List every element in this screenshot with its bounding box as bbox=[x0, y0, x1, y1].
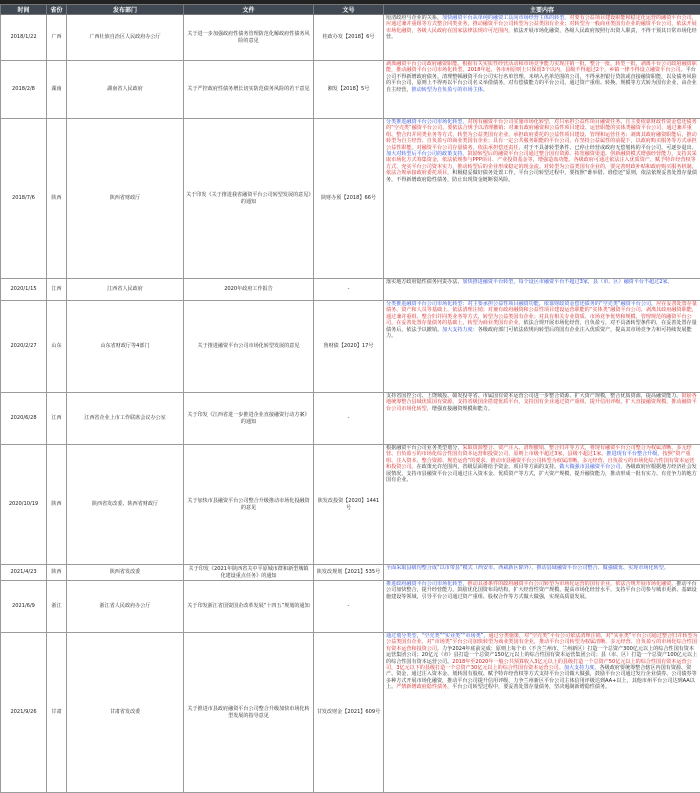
content-cell bbox=[384, 445, 700, 565]
file-cell: 关于加快市县融资平台公司整合升级推动市场化投融资的意见 bbox=[184, 445, 314, 565]
content-segment: 力争2024年底前完成：原则上每个市（不含兰州市、兰州新区）打造一个总资产300亿元以上的综合性国有资本运营集团公司；20亿元（市）县打造一个总资产150亿元以上的综合性国有资本运营集团公司；县（市、区）打造一个总资产100亿元以上的综合性国有资本运营公司。 bbox=[386, 646, 697, 665]
content-segment: 采取资源整合、资产注入、清理撤销、整合归并等方式，将现有融资平台公司整合为权属清晰、多元经营、自负盈亏的市场化综合性国有资本运营和投资公司，原则上市级不超过3家，县级不超过1家。 bbox=[386, 445, 692, 457]
content-segment: 支持省国控公司、上饶城投、赣发投等省、市属国有资本运营公司进一步整合资源、扩大资产规模，整合优质资源，提高融资能力。 bbox=[386, 393, 681, 399]
file-cell: 关于进一步加强政府性债务管理防范化解政府性债务风险的意见 bbox=[184, 15, 314, 61]
dept-cell: 陕西省财政厅 bbox=[67, 119, 184, 279]
content-segment: 对现有融资平台公司实施市场化转型，对只承担公益性项目融资任务、且主要依靠财政性资金偿还债务的“空壳类”融资平台公司，要依法合规予以清理撤销；对兼有政府融资和公益性项目建设、运营职能的实体类融资平台公司，通过兼并重组、整合归并同类业务等方式，转型为公益类国有企业，承担政府委托的公益性项目建设、管理和运营任务；剥离其政府融资职能后，推动转型为自主经营、自负盈亏的商业类国有企业；具有一定公共服务职能的平台公司，在坚持公益属性的前提下，以政府购买服务等方式承担公益性职能。对融资平台公司存量债务，依法承担偿还责任， bbox=[386, 119, 697, 151]
file-cell: 关于印发浙江省国资国企改革发展“十四五”规划的通知 bbox=[184, 581, 314, 633]
doc-no-cell: 陕财办预【2018】66号 bbox=[314, 119, 384, 279]
header-dept: 发布部门 bbox=[67, 5, 184, 15]
content-cell bbox=[384, 581, 700, 633]
content-cell bbox=[384, 565, 700, 581]
table-row bbox=[1, 279, 700, 301]
table-row bbox=[1, 565, 700, 581]
dept-cell: 甘肃省发改委 bbox=[67, 633, 184, 793]
file-cell: 关于推进市县政府融资平台公司整合升级加快市场化转型发展的指导意见 bbox=[184, 633, 314, 793]
table-row bbox=[1, 393, 700, 445]
date-cell: 2020/2/27 bbox=[1, 301, 47, 393]
doc-no-cell: - bbox=[314, 581, 384, 633]
content-segment: 推动具备条件的政府融资平台公司转型为市场化运营的国有企业，依法合规开展市场化融资。 bbox=[468, 581, 677, 587]
province-cell: 浙江 bbox=[47, 581, 67, 633]
content-segment: 各级政府应根据地方经济社会发展情况，支持市县融资平台公司通过注入资本金、优质资产等方式，扩大资产规模，提升融资能力，推动形成一批有实力、有竞争力的地方国有企业。 bbox=[386, 464, 697, 483]
table-header-row bbox=[1, 5, 700, 15]
header-content: 主要内容 bbox=[384, 5, 700, 15]
table-row bbox=[1, 445, 700, 565]
header-file: 文件 bbox=[184, 5, 314, 15]
content-cell bbox=[384, 393, 700, 445]
doc-no-cell: 鲁财债【2020】17号 bbox=[314, 301, 384, 393]
date-cell: 2018/2/8 bbox=[1, 61, 47, 119]
province-cell: 广西 bbox=[47, 15, 67, 61]
dept-cell: 江西省人民政府 bbox=[67, 279, 184, 301]
content-segment: 加大支持力度： bbox=[442, 327, 478, 333]
content-segment: 加快推进融资平台转型，每个设区市融资平台不超过3家，县（市、区）融资平台不超过2家。 bbox=[462, 279, 672, 285]
content-segment: 加大支持力度， bbox=[564, 665, 600, 671]
content-segment: 分类推进融资平台公司市场化转型， bbox=[386, 119, 468, 125]
doc-no-cell: 桂政办发【2018】6号 bbox=[314, 15, 384, 61]
content-segment: 严禁新增政府隐性债务， bbox=[396, 684, 452, 690]
content-segment: 对于不具备转型条件、已停止经营或政府无偿划转的平台公司，可逐步退出。 bbox=[524, 145, 697, 151]
content-segment: 推动转型为自负盈亏的市场主体。 bbox=[411, 87, 487, 93]
content-segment: 推进政府融资平台公司市场化转型， bbox=[386, 581, 468, 587]
dept-cell: 江西省企业上市工作联席会议办公室 bbox=[67, 393, 184, 445]
province-cell: 江西 bbox=[47, 279, 67, 301]
table-row bbox=[1, 301, 700, 393]
policy-table bbox=[0, 4, 700, 793]
date-cell: 2020/6/28 bbox=[1, 393, 47, 445]
content-segment: 落实地方政府隐性债务问责办法， bbox=[386, 279, 462, 285]
table-row bbox=[1, 15, 700, 61]
province-cell: 甘肃 bbox=[47, 633, 67, 793]
content-cell bbox=[384, 279, 700, 301]
content-segment: 做大做强市县融资平台公司， bbox=[559, 464, 625, 470]
date-cell: 2018/7/6 bbox=[1, 119, 47, 279]
doc-no-cell: 陕发改投资【2020】1441号 bbox=[314, 445, 384, 565]
content-segment: 平台公司转型过程中，要妥善处置存量债务，坚决遏制新增隐性债务。 bbox=[452, 684, 610, 690]
content-segment: 推进现有平台整合升级， bbox=[606, 451, 662, 457]
content-segment: 应在妥善处置存量债务、资产和人员等基础上，依法清理注销；对兼有政府融资和公益性项目建设运营职能的“实体类”融资平台公司，剥离其政府融资职能，通过兼并重组、整合归并同类业务等方式，转型为公益类国有企业；对具有相关专业资质、市场竞争优势和规模、管理规范的融资平台公司，在妥善处置存量债务的基础上，转型为商业类国有企业， bbox=[386, 301, 697, 326]
header-date: 时间 bbox=[1, 5, 47, 15]
dept-cell: 浙江省人民政府办公厅 bbox=[67, 581, 184, 633]
province-cell: 江西 bbox=[47, 393, 67, 445]
province-cell: 湖南 bbox=[47, 61, 67, 119]
file-cell: 2020年政府工作报告 bbox=[184, 279, 314, 301]
file-cell: 关于严控政府性债务增长切实防范债务风险的若干意见 bbox=[184, 61, 314, 119]
province-cell: 陕西 bbox=[47, 119, 67, 279]
table-body bbox=[1, 15, 700, 793]
content-segment: 厘清政府与企业的关系， bbox=[386, 15, 442, 21]
content-segment: 推动平台公司加快整合，提升经营能力，鼓励优化国资布局结构，扩大经营性资产规模，提高市场化经营水平，支持平台公司参与城市更新、基础设施建设等领域，引导平台公司通过资产重组、股权合作等方式做大做强，实现高质量发展。 bbox=[386, 581, 697, 600]
content-segment: 对要有公益项目建设职能和稳定化运营的融资平台公司，应通过兼并重组等方式整合同类业务，推动融资平台公司转型为公益类国有企业；对转型为一般商业类国有企业的融资平台公司，依法开展市场化融资，各级人民政府在国家法律法规许可范围内， bbox=[386, 15, 697, 34]
dept-cell: 山东省财政厅等4部门 bbox=[67, 301, 184, 393]
content-segment: 鼓励各地统筹整合县域优质国有资源，支持省级国企搭建优质平台，支持国有企业通过资产重组、提升信用评级，扩大直接融资规模，推动融资平台公司市场化转型， bbox=[386, 393, 697, 412]
content-segment: 各级政府部门可依法依规向转型后的国有企业注入优质资产，提高其市场竞争力和可持续发展能力。 bbox=[386, 327, 692, 339]
content-segment: 剥离融资平台公司政府融资职能。根据有关实质性经营活动和市场竞争能力实现注销一批，整合一批，转型一批，剥离平台公司政府融资职能，推动融资平台公司市场化转型。2018年起，各市州原则上只保留3个以内，县级不得超过2个，乡镇一律不得设立融资平台公司。 bbox=[386, 61, 697, 73]
file-cell: 关于印发《2021年陕西省关中平原城市群和新型城镇化建设重点任务》的通知 bbox=[184, 565, 314, 581]
province-cell: 陕西 bbox=[47, 445, 67, 565]
content-segment: 各级政府要统筹整合辖区内国有资源、资产、资金，通过注入资本金、划转国有股权、赋予特许经营权等方式支持平台公司做大做强，鼓励平台公司通过发行企业债券、公司债券等多种方式开展市场化融资，推动平台公司提升信用评级，力争兰州新区平台公司主体信用评级达到AA+以上，其他市州平台公司达到AA以上。 bbox=[386, 665, 697, 690]
doc-no-cell: - bbox=[314, 393, 384, 445]
dept-cell: 广西壮族自治区人民政府办公厅 bbox=[67, 15, 184, 61]
file-cell: 关于推进融资平台公司市场化转型发展的意见 bbox=[184, 301, 314, 393]
table-row bbox=[1, 581, 700, 633]
date-cell: 2020/1/15 bbox=[1, 279, 47, 301]
header-doc-no: 文号 bbox=[314, 5, 384, 15]
content-cell bbox=[384, 119, 700, 279]
header-province: 省份 bbox=[47, 5, 67, 15]
date-cell: 2020/10/19 bbox=[1, 445, 47, 565]
content-segment: 2018年至2020年一般公共预算收入3亿元以上的县级打造一个总资产50亿元以上的综合性国有资本运营公司，3亿元以下的县级打造一个总资产30亿元以上的综合性国有资本运营公司。 bbox=[386, 659, 692, 671]
content-cell bbox=[384, 301, 700, 393]
content-cell bbox=[384, 15, 700, 61]
content-segment: 在政策允许范围内，省级层面将给予资金、项目等方面的支持。 bbox=[417, 464, 560, 470]
date-cell: 2021/9/26 bbox=[1, 633, 47, 793]
content-segment: 加快融资平台从单纯的融资工具向市场经营主体的转型。 bbox=[442, 15, 569, 21]
table-row bbox=[1, 119, 700, 279]
doc-no-cell: 陕发改规划【2021】535号 bbox=[314, 565, 384, 581]
content-segment: 积极稳妥做好债务处置工作，平台公司转型过程中，要按照“谁举借、谁偿还”原则，依法依规妥善处置存量债务，不得新增政府隐性债务，防止出现资金链断裂风险。 bbox=[386, 170, 697, 182]
file-cell: 关于印发《江西省进一步推进企业直接融资行动方案》的通知 bbox=[184, 393, 314, 445]
content-cell bbox=[384, 633, 700, 793]
content-segment: 依法合规开展市场化经营，自负盈亏，对不具备转型条件的，在妥善处置存量债务后，依法予以撤销。 bbox=[386, 320, 697, 332]
doc-no-cell: 甘发改财金【2021】609号 bbox=[314, 633, 384, 793]
content-segment: 全面采取县级均整合成“以市带县”模式（西安市、西咸新区除外），推动县域融资平台公司整合、做强做优、实现市场化转型。 bbox=[386, 565, 669, 571]
content-segment: 鼓励转型后的融资平台公司通过整合国有资源、拓宽融资渠道、创新融资模式增强经营能力，支持其采取市场化方式筹集资金，依法依规参与PPP项目、产业投资基金等，增强造血功能。各级政府可通过依法注入优质资产、赋予特许经营权等方式，充实平台公司资本实力，推动转型后的企业形成稳定的现金流。对转型为公益类国有企业的，要完善财政补贴和政府购买服务机制，依法合规承接政府委托项目。 bbox=[386, 151, 697, 176]
content-segment: 根据融资平台公司业务类型划分， bbox=[386, 445, 462, 451]
file-cell: 关于印发《关于推进我省融资平台公司转型发展的意见》的通知 bbox=[184, 119, 314, 279]
content-segment: 按照“资产重组、注入资本、整合资源、规范运营”的要求，推动市县融资平台公司转型为权属清晰、多元经营、自负盈亏的市场化综合性国有资本运营和投资公司。 bbox=[386, 451, 694, 470]
content-segment: 分类推进融资平台公司市场化转型：对主要承担公益性项目融资功能，依靠财政资金偿还债务的“空壳类”融资平台公司， bbox=[386, 301, 656, 307]
content-segment: 依法开展市场化融资，各级人民政府按照行出资人职责，不得干预其日常市场化经营。 bbox=[386, 28, 697, 40]
date-cell: 2021/4/23 bbox=[1, 565, 47, 581]
dept-cell: 湖南省人民政府 bbox=[67, 61, 184, 119]
table-row bbox=[1, 633, 700, 793]
content-segment: 增强直接融资规模和能力。 bbox=[432, 406, 493, 412]
content-segment: 加大对转型后平台公司的政策支持， bbox=[386, 151, 468, 157]
province-cell: 山东 bbox=[47, 301, 67, 393]
content-cell bbox=[384, 61, 700, 119]
date-cell: 2018/1/22 bbox=[1, 15, 47, 61]
dept-cell: 陕西省发改委 bbox=[67, 565, 184, 581]
dept-cell: 陕西省发改委、陕西省财政厅 bbox=[67, 445, 184, 565]
content-segment: 平台公司不得新增政府债务。清理整顿融资平台公司实行名单管理。未纳入名单范围的公司，不得承担银行贷款或直接融资职能，以及债务风险的平台公司，原则上不得再以平台公司名义举借债务，对有偿债能力的平台公司，通过资产重组、转换、规模等方式转为国有企业，由企业自主经营， bbox=[386, 67, 697, 92]
date-cell: 2021/6/9 bbox=[1, 581, 47, 633]
content-segment: 通过分类施策，对“空壳类”平台公司依法清理注销，对“实业类”平台公司通过整合归并转型为公益类国有企业，对“市场类”平台公司加快转型为商业类国有企业，推动平台公司转型为权属清晰、多元经营、自负盈亏的市场化综合性国有资本运营和投资公司。 bbox=[386, 633, 698, 652]
doc-no-cell: - bbox=[314, 279, 384, 301]
content-segment: 通过划分类型，“空壳类”“实业类”“市场类”， bbox=[386, 633, 488, 639]
table-row bbox=[1, 61, 700, 119]
doc-no-cell: 湘发【2018】5号 bbox=[314, 61, 384, 119]
province-cell: 陕西 bbox=[47, 565, 67, 581]
